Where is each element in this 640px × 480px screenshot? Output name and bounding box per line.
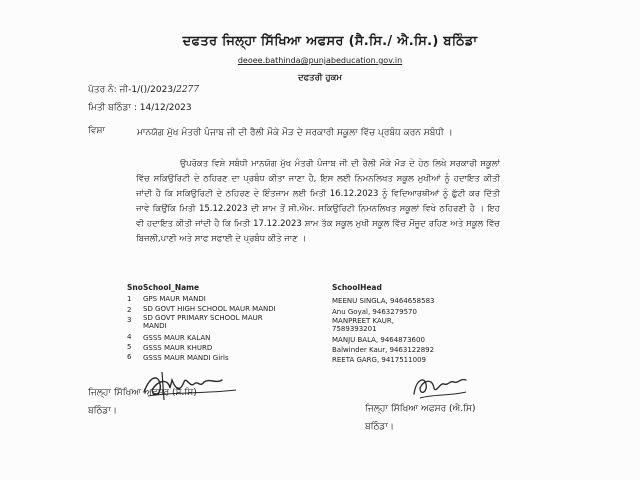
left-signature-title: ਜਿਲ੍ਹਾ ਸਿੱਖਿਆ ਅਫਸਰ (ਸੈ.ਸਿ) xyxy=(88,388,197,398)
letter-date-value: 14/12/2023 xyxy=(139,103,192,113)
table-row-school: GSSS MAUR KHURD xyxy=(143,344,213,352)
right-signature-place: ਬਠਿੰਡਾ। xyxy=(365,422,394,432)
table-row-head: Balwinder Kaur, 9463122892 xyxy=(332,346,435,354)
table-header-sno: Sno xyxy=(127,283,143,292)
office-title: ਦਫਤਰ ਜਿਲ੍ਹਾ ਸਿੱਖਿਆ ਅਫਸਰ (ਸੈ.ਸਿ./ ਐ.ਸਿ.) ਬਠਿੰਡਾ xyxy=(182,34,478,49)
office-email[interactable]: deoee.bathinda@punjabeducation.gov.in xyxy=(237,56,403,65)
table-row-head: MANPREET KAUR, xyxy=(332,317,394,325)
table-header-head: SchoolHead xyxy=(332,283,382,292)
table-row-sno: 2 xyxy=(127,306,132,314)
letter-number-prefix: ਪੱਤਰ ਨੰ: ਜੀ-1/()/2023/ xyxy=(88,85,177,95)
letter-date xyxy=(88,103,192,113)
table-row-sno: 1 xyxy=(127,295,132,303)
letter-number xyxy=(88,85,199,95)
subject-text: ਮਾਨਯੋਗ ਮੁੱਖ ਮੰਤਰੀ ਪੰਜਾਬ ਜੀ ਦੀ ਰੈਲੀ ਮੌਕੇ ਮੌੜ ਦੇ ਸਰਕਾਰੀ ਸਕੂਲਾ ਵਿੱਚ ਪ੍ਰਬੰਧ ਕਰਨ ਸਬੰਧੀ । xyxy=(137,128,453,138)
letter-date-prefix: ਮਿਤੀ ਬਠਿੰਡਾ : xyxy=(88,103,140,113)
table-row-head-line2: 7589393201 xyxy=(332,325,377,333)
table-row-sno: 3 xyxy=(127,316,132,324)
subject-label: ਵਿਸ਼ਾ xyxy=(88,126,106,136)
table-row-sno: 6 xyxy=(127,353,132,361)
order-heading: ਦਫਤਰੀ ਹੁਕਮ xyxy=(297,73,342,83)
table-row-school: GPS MAUR MANDI xyxy=(143,295,206,303)
table-row-head: MEENU SINGLA, 9464658583 xyxy=(332,297,435,305)
table-header-school: School_Name xyxy=(143,283,200,292)
right-signature-block xyxy=(365,400,476,436)
left-signature-block xyxy=(88,384,197,420)
right-signature-title: ਜਿਲ੍ਹਾ ਸਿੱਖਿਆ ਅਫਸਰ (ਐ.ਸਿ) xyxy=(365,404,476,414)
table-row-school: GSSS MAUR KALAN xyxy=(143,334,211,342)
table-row-school: GSSS MAUR MANDI Girls xyxy=(143,354,229,362)
table-row-sno: 5 xyxy=(127,343,132,351)
table-row-school: SD GOVT HIGH SCHOOL MAUR MANDI xyxy=(143,305,276,313)
table-row-school-line2: MANDI xyxy=(143,322,167,330)
table-row-sno: 4 xyxy=(127,333,132,341)
table-row-head: Anu Goyal, 9463279570 xyxy=(332,308,417,316)
letter-number-handwritten: 2277 xyxy=(176,85,200,95)
left-signature-place: ਬਠਿੰਡਾ। xyxy=(88,406,117,416)
table-row-head: MANJU BALA, 9464873600 xyxy=(332,336,425,344)
table-row-head: REETA GARG, 9417511009 xyxy=(332,356,426,364)
body-paragraph xyxy=(136,157,500,247)
right-signature-scribble xyxy=(410,372,470,402)
table-row-school: SD GOVT PRIMARY SCHOOL MAUR xyxy=(143,314,263,322)
body-paragraph-text: ਉਪਰੋਕਤ ਵਿਸ਼ੇ ਸਬੰਧੀ ਮਾਨਯੋਗ ਮੁੱਖ ਮੰਤਰੀ ਪੰਜਾਬ ਜੀ ਦੀ ਰੈਲੀ ਮੌਕੇ ਮੌੜ ਦੇ ਹੇਠ ਲਿਖੇ ਸਰਕਾਰੀ ਸਕੂਲਾਂ ਵਿੱਚ ਸਕਿਉਰਿਟੀ ਦੇ ਠਹਿਰਣ ਦਾ ਪ੍ਰਬੰਧ ਕੀਤਾ ਜਾਣਾ ਹੈ, ਇਸ ਲਈ ਨਿਮਨਲਿਖਤ ਸਕੂਲ ਮੁਖੀਆਂ ਨੂੰ ਹਦਾਇਤ ਕੀਤੀ ਜਾਂਦੀ ਹੈ ਕਿ ਸਕਿਉਰਿਟੀ ਦੇ ਠਹਿਰਣ ਦੇ ਇੰਤਜਾਮ ਲਈ ਮਿਤੀ 16.12.2023 ਨੂੰ ਵਿਦਿਆਰਥੀਆਂ ਨੂੰ ਛੁੱਟੀ ਕਰ ਦਿੱਤੀ ਜਾਵੇ ਕਿਉਂਕਿ ਮਿਤੀ 15.12.2023 ਦੀ ਸ਼ਾਮ ਤੋਂ ਸੀ.ਐਮ. ਸਕਿਉਰਿਟੀ ਨਿਮਨਲਿਖਤ ਸਕੂਲਾਂ ਵਿਖੇ ਠਹਿਰਣੀ ਹੈ । ਇਹ ਵੀ ਹਦਾਇਤ ਕੀਤੀ ਜਾਂਦੀ ਹੈ ਕਿ ਮਿਤੀ 17.12.2023 ਸ਼ਾਮ ਤੱਕ ਸਕੂਲ ਮੁਖੀ ਸਕੂਲ ਵਿੱਚ ਮੌਜੂਦ ਰਹਿਣ ਅਤੇ ਸਕੂਲ ਵਿੱਚ ਬਿਜਲੀ,ਪਾਣੀ ਅਤੇ ਸਾਫ ਸਫਾਈ ਦੇ ਪ੍ਰਬੰਧ ਕੀਤੇ ਜਾਣ । xyxy=(136,159,500,244)
